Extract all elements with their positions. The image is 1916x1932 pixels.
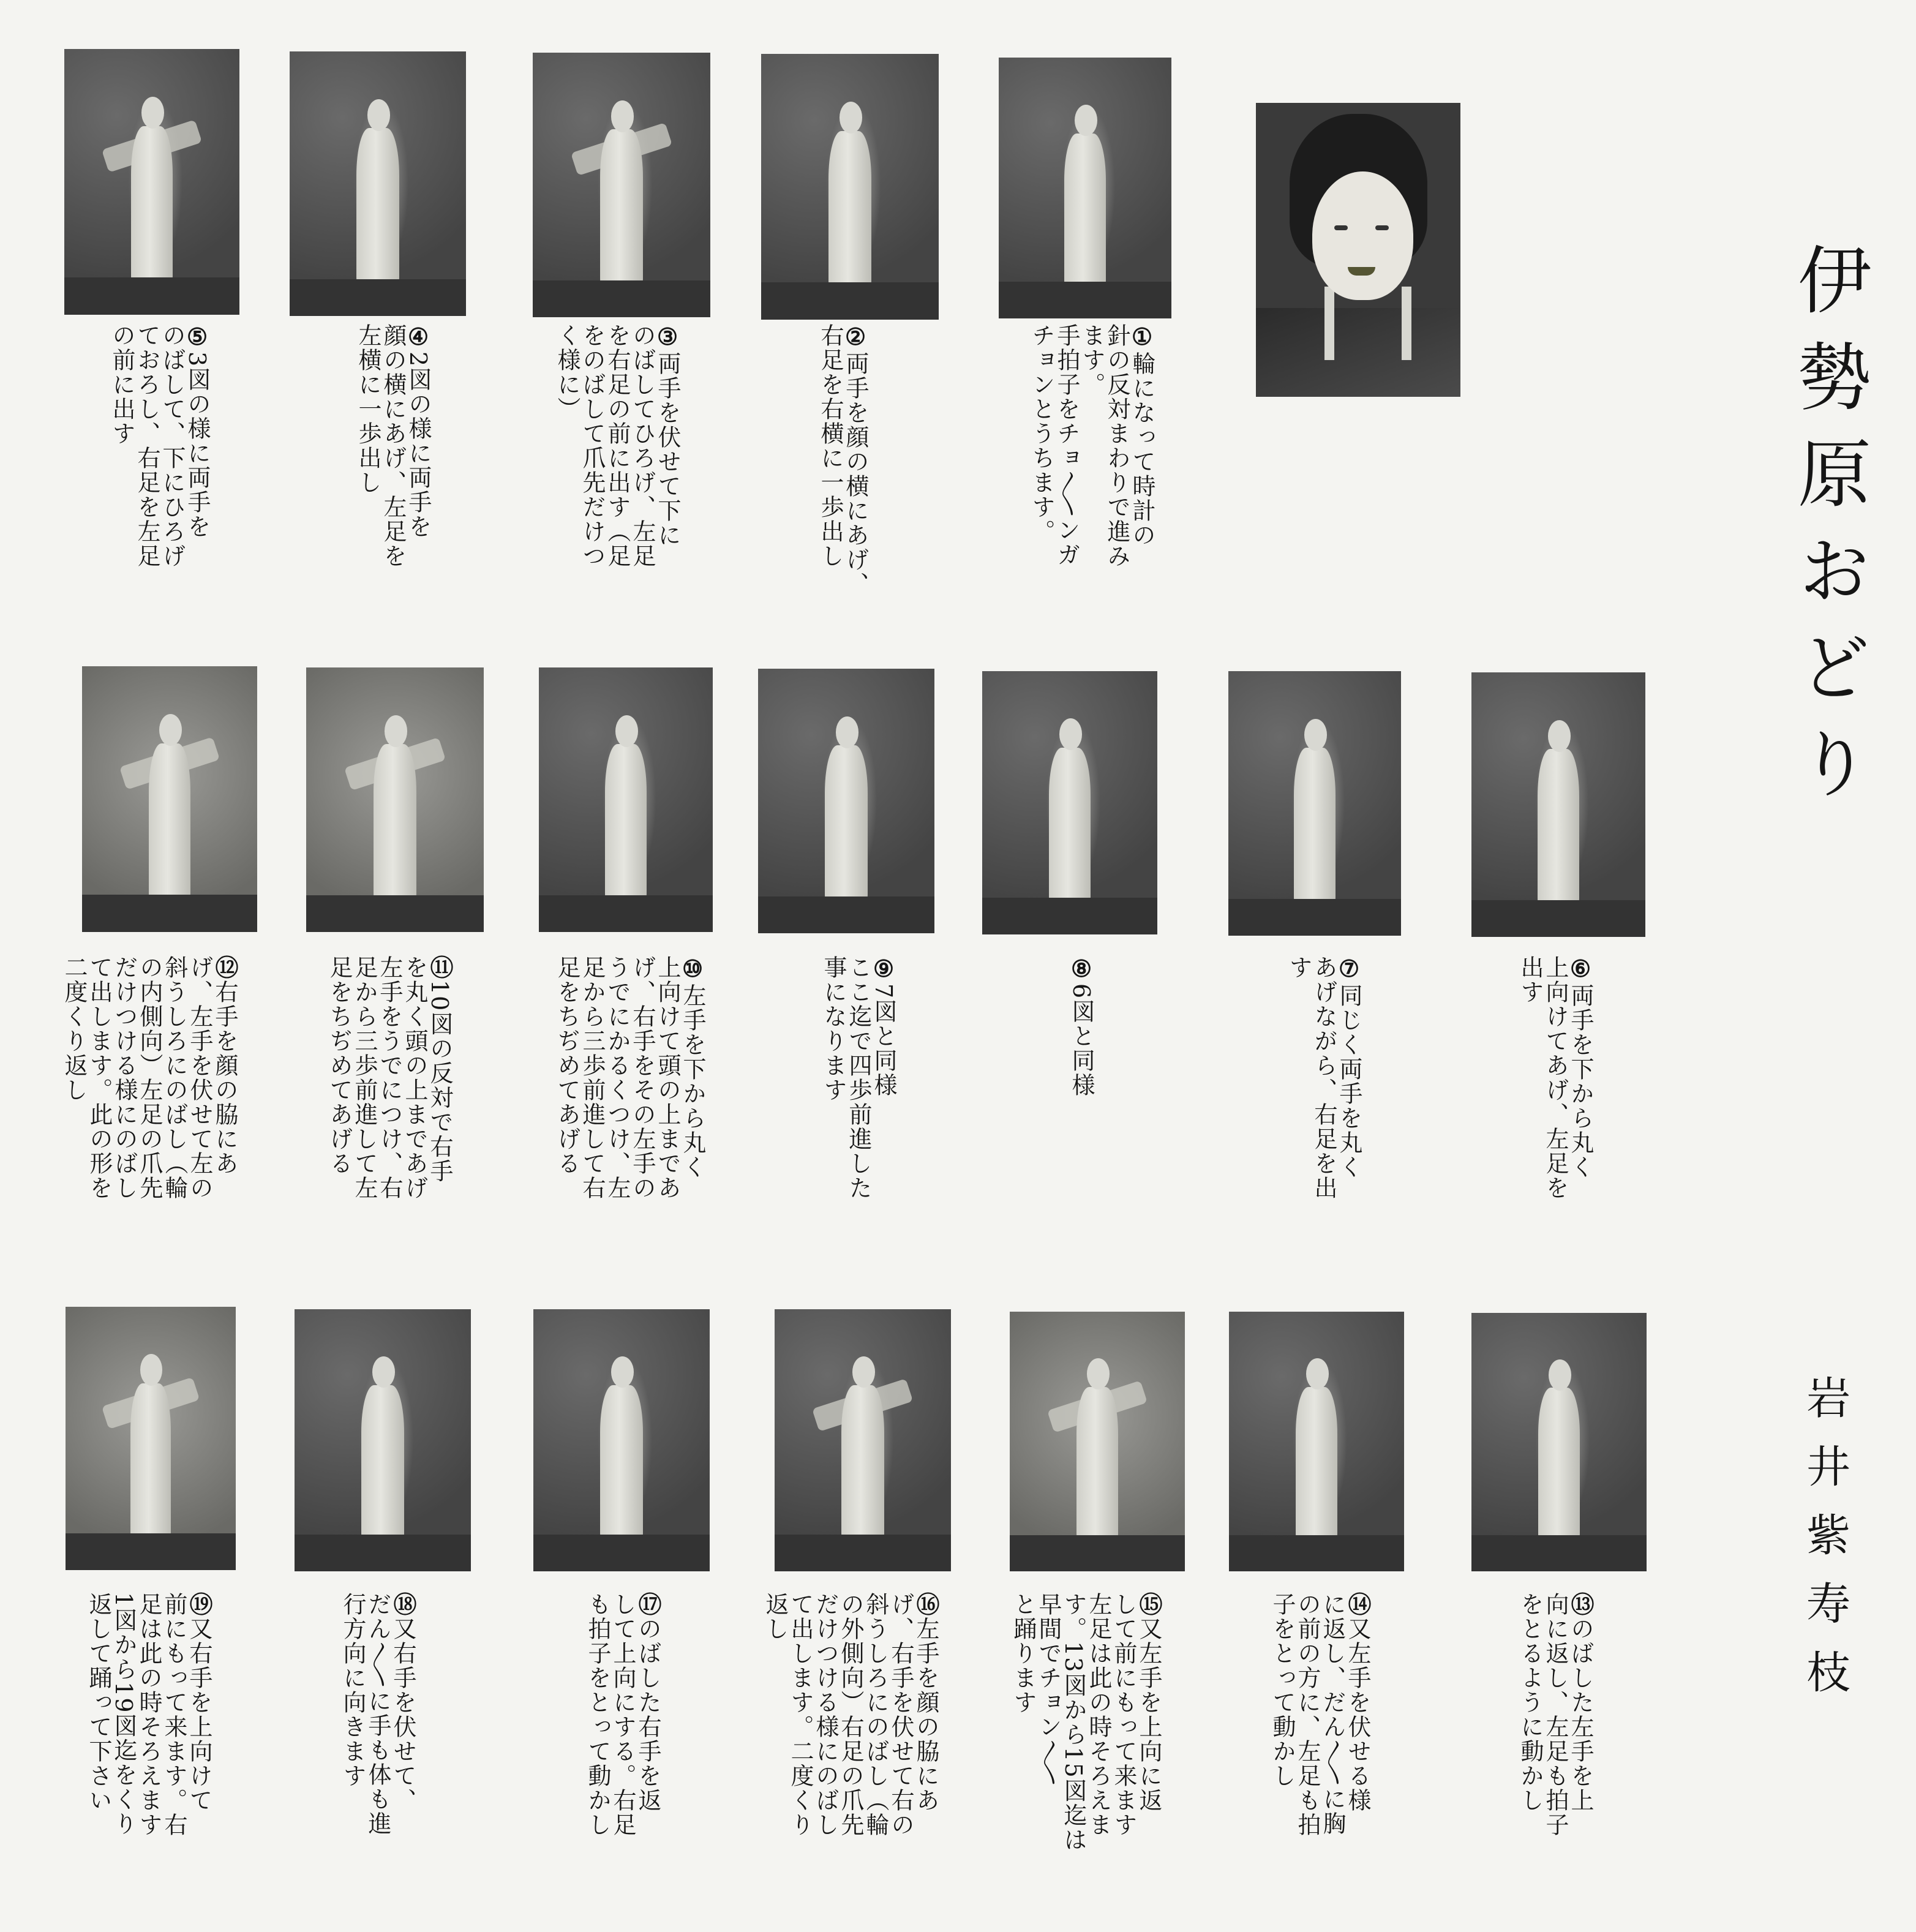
author-portrait: [1256, 103, 1460, 397]
step-photo-6: [1471, 672, 1645, 937]
step-caption-7: ⑦同じく両手を丸く あげながら、右足を出 す: [1285, 955, 1363, 1200]
step-caption-6: ⑥両手を下から丸く 上向けてあげ、左足を 出す: [1517, 955, 1595, 1200]
step-caption-19: ⑲又右手を上向けて 前にもって来ます。右 足は此の時そろえます 1図から19図迄をくり 返して踊って下さい: [85, 1592, 213, 1837]
step-photo-4: [290, 51, 466, 316]
step-photo-11: [306, 667, 484, 932]
step-caption-1: ①輪になって時計の 針の反対まわりで進み ます。 手拍子をチョ〳〵ンガ チョンとうちます。: [1028, 323, 1156, 568]
step-caption-17: ⑰のばした右手を返 して上向にする。右足 も拍子をとって動かし: [584, 1592, 662, 1837]
step-caption-10: ⑩左手を下から丸く 上向けて頭の上まであ げ、右手をその左手の うでにかるくつけ、左 足から三歩前進して右 足をちぢめてあげる: [554, 955, 707, 1200]
step-photo-14: [1229, 1312, 1404, 1571]
step-photo-12: [82, 666, 257, 932]
step-caption-16: ⑯左手を顔の脇にあ げ、右手を伏せて右の 斜うしろにのばし（輪 の外側向）右足の爪先 だけつける様にのばし て出します。二度くり 返し: [762, 1592, 940, 1837]
step-photo-17: [533, 1309, 710, 1571]
page-title: 伊勢原おどり: [1786, 242, 1871, 822]
step-caption-5: ⑤3図の様に両手を のばして、下にひろげ ておろし、右足を左足 の前に出す: [108, 323, 211, 568]
step-photo-5: [64, 49, 239, 315]
step-caption-8: ⑧6図と同様: [1068, 955, 1095, 1098]
step-photo-18: [295, 1309, 471, 1571]
step-caption-11: ⑪10図の反対で右手 を丸く頭の上まであげ 左手をうでにつけ、右 足から三歩前進して左 足をちぢめてあげる: [326, 955, 454, 1200]
step-caption-9: ⑨7図と同様 ここ迄で四歩前進した 事になります: [820, 955, 898, 1200]
author-name: 岩井紫寿枝: [1799, 1375, 1850, 1718]
step-caption-13: ⑬のばした左手を上 向に返し、左足も拍子 をとるように動かし: [1517, 1592, 1595, 1837]
step-photo-3: [533, 53, 710, 317]
step-photo-2: [761, 54, 939, 320]
step-caption-14: ⑭又左手を伏せる様 に返し、だん〳〵に胸 の前の方に、左足も拍 子をとって動かし: [1269, 1592, 1372, 1837]
step-photo-16: [775, 1309, 951, 1571]
step-caption-12: ⑫右手を顔の脇にあ げ、左手を伏せて左の 斜うしろにのばし（輪 の内側向）左足の爪先 だけつける様にのばし て出します。此の形を 二度くり返し: [61, 955, 239, 1200]
step-caption-3: ③両手を伏せて下に のばしてひろげ、左足 を右足の前に出す（足 をのばして爪先だけつ く様に）: [554, 323, 682, 568]
step-photo-9: [758, 669, 934, 933]
step-photo-19: [66, 1307, 236, 1570]
step-photo-13: [1471, 1313, 1647, 1571]
step-caption-15: ⑮又左手を上向に返 して前にもって来ます 左足は此の時そろえま す。13図から15図迄は 早間でチョン〳〵 と踊ります: [1010, 1592, 1163, 1852]
step-photo-7: [1228, 671, 1401, 936]
step-photo-8: [982, 671, 1157, 934]
step-caption-18: ⑱又右手を伏せて、 だん〳〵に手も体も進 行方向に向きます: [339, 1592, 417, 1836]
step-photo-10: [539, 667, 713, 932]
step-photo-1: [999, 58, 1171, 318]
step-photo-15: [1010, 1312, 1185, 1571]
step-caption-2: ②両手を顔の横にあげ、 右足を右横に一歩出し: [817, 323, 870, 596]
step-caption-4: ④2図の様に両手を 顔の横にあげ、左足を 左横に一歩出し: [355, 323, 432, 568]
